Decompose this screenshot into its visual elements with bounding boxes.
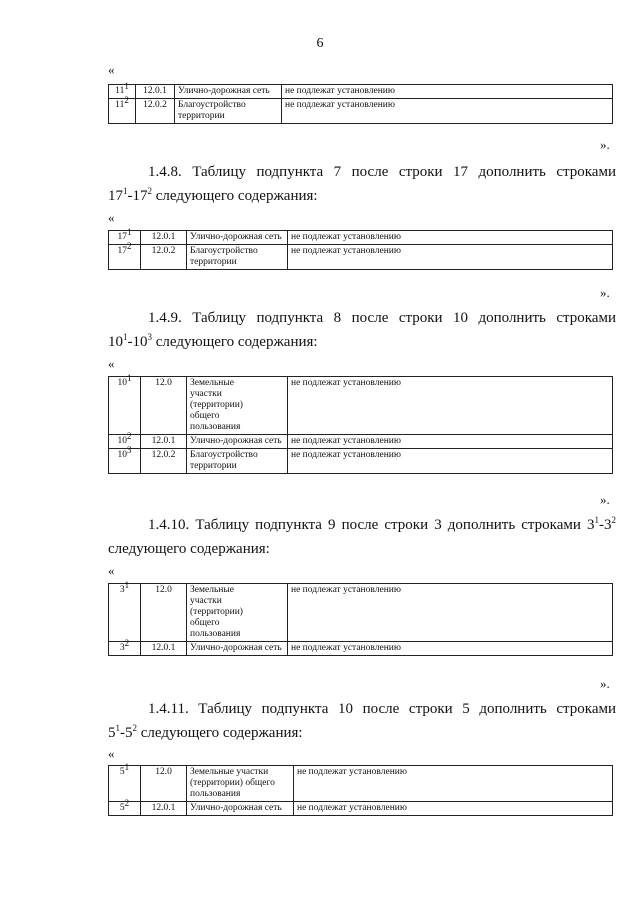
row-code: 12.0.1 bbox=[141, 642, 187, 656]
row-code: 12.0.2 bbox=[136, 99, 175, 124]
row-code: 12.0 bbox=[141, 377, 187, 435]
table-row bbox=[109, 642, 613, 656]
quote-close: ». bbox=[600, 285, 610, 300]
row-name: Земельные участки (территории) общего пользования bbox=[187, 766, 294, 802]
row-name: Улично-дорожная сеть bbox=[175, 85, 282, 99]
quote-open: « bbox=[108, 563, 115, 578]
paragraph-1-4-10: 1.4.10. Таблицу подпункта 9 после строки 3 дополнить строками $3^1-3^2$ следующего содержания: bbox=[108, 515, 616, 557]
row-name: Улично-дорожная сеть bbox=[187, 642, 288, 656]
table-row bbox=[109, 231, 613, 245]
row-code: 12.0 bbox=[141, 766, 187, 802]
row-name: Улично-дорожная сеть bbox=[187, 231, 288, 245]
row-code: 12.0 bbox=[141, 584, 187, 642]
table-row bbox=[109, 85, 613, 99]
row-name: Земельные участки (территории) общего пользования bbox=[187, 377, 288, 435]
row-number: $10^3$ bbox=[109, 449, 141, 474]
row-code: 12.0.2 bbox=[141, 449, 187, 474]
table-row bbox=[109, 584, 613, 642]
row-value: не подлежат установлению bbox=[282, 99, 613, 124]
row-value: не подлежат установлению bbox=[294, 766, 613, 802]
row-value: не подлежат установлению bbox=[288, 377, 613, 435]
quote-open: « bbox=[108, 746, 115, 761]
table-row bbox=[109, 99, 613, 124]
row-value: не подлежат установлению bbox=[288, 642, 613, 656]
row-name: Улично-дорожная сеть bbox=[187, 435, 288, 449]
row-number: $17^2$ bbox=[109, 245, 141, 270]
row-name: Улично-дорожная сеть bbox=[187, 802, 294, 816]
row-number: $10^1$ bbox=[109, 377, 141, 435]
table-1 bbox=[108, 81, 613, 124]
table-2 bbox=[108, 227, 613, 270]
quote-open: « bbox=[108, 356, 115, 371]
row-number: $11^2$ bbox=[109, 99, 136, 124]
table-row bbox=[109, 435, 613, 449]
row-number: $11^1$ bbox=[109, 85, 136, 99]
table-3 bbox=[108, 373, 613, 474]
table-5 bbox=[108, 762, 613, 816]
paragraph-1-4-9: 1.4.9. Таблицу подпункта 8 после строки 10 дополнить строками $10^1-10^3$ следующего содержания: bbox=[108, 310, 616, 350]
row-name: Благоустройство территории bbox=[175, 99, 282, 124]
row-name: Благоустройство территории bbox=[187, 245, 288, 270]
row-value: не подлежат установлению bbox=[288, 449, 613, 474]
table-4 bbox=[108, 580, 613, 656]
quote-close: ». bbox=[600, 492, 610, 507]
row-name: Благоустройство территории bbox=[187, 449, 288, 474]
quote-close: ». bbox=[600, 676, 610, 691]
row-number: $5^2$ bbox=[109, 802, 141, 816]
table-row bbox=[109, 802, 613, 816]
row-value: не подлежат установлению bbox=[294, 802, 613, 816]
page-number: 6 bbox=[316, 36, 324, 51]
paragraph-1-4-8: 1.4.8. Таблицу подпункта 7 после строки 17 дополнить строками $17^1-17^2$ следующего содержания: bbox=[108, 164, 616, 204]
row-number: $17^1$ bbox=[109, 231, 141, 245]
row-number: $3^1$ bbox=[109, 584, 141, 642]
table-row bbox=[109, 766, 613, 802]
quote-close: ». bbox=[600, 137, 610, 152]
row-code: 12.0.1 bbox=[141, 231, 187, 245]
row-code: 12.0.2 bbox=[141, 245, 187, 270]
row-value: не подлежат установлению bbox=[282, 85, 613, 99]
row-number: $3^2$ bbox=[109, 642, 141, 656]
row-code: 12.0.1 bbox=[141, 802, 187, 816]
row-code: 12.0.1 bbox=[136, 85, 175, 99]
paragraph-1-4-11: 1.4.11. Таблицу подпункта 10 после строки 5 дополнить строками $5^1-5^2$ следующего содержания: bbox=[108, 701, 616, 741]
row-value: не подлежат установлению bbox=[288, 245, 613, 270]
quote-open: « bbox=[108, 210, 115, 225]
row-value: не подлежат установлению bbox=[288, 584, 613, 642]
quote-open: « bbox=[108, 62, 115, 77]
row-number: $10^2$ bbox=[109, 435, 141, 449]
row-number: $5^1$ bbox=[109, 766, 141, 802]
table-row bbox=[109, 377, 613, 435]
table-row bbox=[109, 449, 613, 474]
row-value: не подлежат установлению bbox=[288, 231, 613, 245]
row-name: Земельные участки (территории) общего пользования bbox=[187, 584, 288, 642]
row-value: не подлежат установлению bbox=[288, 435, 613, 449]
table-row bbox=[109, 245, 613, 270]
row-code: 12.0.1 bbox=[141, 435, 187, 449]
